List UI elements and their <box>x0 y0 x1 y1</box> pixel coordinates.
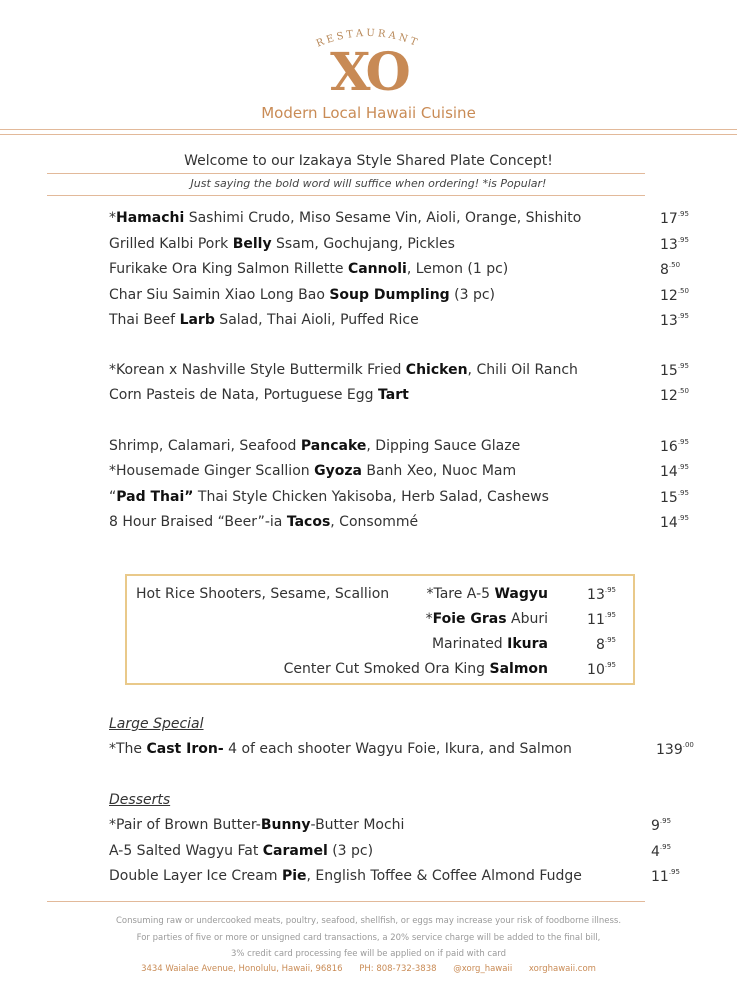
ordering-note: Just saying the bold word will suffice when ordering! *is Popular! <box>190 177 547 190</box>
price-dollars: 9 <box>651 818 660 834</box>
price-cents: .95 <box>677 489 689 497</box>
item-text: *Korean x Nashville Style Buttermilk Fried <box>109 362 406 378</box>
price <box>651 843 671 860</box>
price-cents: .95 <box>677 438 689 446</box>
price <box>660 236 689 253</box>
price <box>587 611 616 628</box>
header-divider-top <box>0 129 737 130</box>
price-cents: .95 <box>677 463 689 471</box>
price <box>660 438 689 455</box>
item-text: Furikake Ora King Salmon Rillette <box>109 261 348 277</box>
header-divider-bottom <box>0 134 737 135</box>
price-cents: .95 <box>604 636 616 644</box>
price-dollars: 14 <box>660 464 678 480</box>
price-dollars: 11 <box>651 869 669 885</box>
item-text: *Housemade Ginger Scallion <box>109 463 315 479</box>
price-dollars: 11 <box>587 612 605 628</box>
dessert-item <box>109 843 373 859</box>
item-text: *The <box>109 741 147 757</box>
price-dollars: 15 <box>660 363 678 379</box>
item-text: 4 of each shooter Wagyu Foie, Ikura, and Salmon <box>223 741 572 757</box>
order-keyword: Chicken <box>405 362 468 378</box>
price <box>660 387 689 404</box>
order-keyword: Soup Dumpling <box>329 287 450 303</box>
price-cents: .95 <box>604 611 616 619</box>
item-text: * <box>425 611 433 627</box>
menu-item <box>109 312 419 328</box>
price-dollars: 8 <box>660 262 669 278</box>
price-cents: .95 <box>677 236 689 244</box>
price-dollars: 13 <box>660 313 678 329</box>
menu-item <box>109 261 508 277</box>
item-text: Aburi <box>506 611 548 627</box>
price-cents: .95 <box>659 843 672 851</box>
logo-mark: XO <box>330 42 407 103</box>
price-cents: .50 <box>668 261 681 269</box>
order-keyword: Cannoli <box>347 261 407 277</box>
shooters-intro: Hot Rice Shooters, Sesame, Scallion <box>136 586 390 602</box>
item-text: *Pair of Brown Butter- <box>109 817 261 833</box>
item-text: * <box>109 210 116 226</box>
instagram-handle[interactable]: @xorg_hawaii <box>453 964 513 974</box>
price-dollars: 14 <box>660 515 678 531</box>
price <box>651 817 671 834</box>
website-link[interactable]: xorghawaii.com <box>528 964 596 974</box>
footer-divider <box>47 901 645 902</box>
order-keyword: Pancake <box>300 438 367 454</box>
price <box>596 636 616 653</box>
welcome-text: Welcome to our Izakaya Style Shared Plate Concept! <box>184 153 553 169</box>
price <box>587 586 616 603</box>
item-text: Char Siu Saimin Xiao Long Bao <box>109 287 330 303</box>
cast-iron-item <box>109 741 572 757</box>
price <box>660 463 689 480</box>
shooter-item <box>284 661 548 677</box>
intro-divider-bottom <box>47 195 645 196</box>
order-keyword: Ikura <box>507 636 548 652</box>
price-cents: .95 <box>677 210 689 218</box>
price-cents: .00 <box>682 741 694 749</box>
item-text: Double Layer Ice Cream <box>109 868 282 884</box>
item-text: Grilled Kalbi Pork <box>109 236 233 252</box>
price-dollars: 17 <box>660 211 678 227</box>
item-text: Thai Beef <box>109 312 180 328</box>
order-keyword: Foie Gras <box>432 611 507 627</box>
menu-item <box>109 387 409 403</box>
order-keyword: Pie <box>281 868 307 884</box>
order-keyword: Gyoza <box>314 463 362 479</box>
shooter-item <box>426 586 548 602</box>
item-text: Marinated <box>431 636 508 652</box>
price-cents: .95 <box>668 868 680 876</box>
menu-item <box>109 463 516 479</box>
price-cents: .50 <box>677 387 689 395</box>
item-text: Corn Pasteis de Nata, Portuguese Egg <box>109 387 378 403</box>
price <box>651 868 680 885</box>
price <box>656 741 694 758</box>
tagline: Modern Local Hawaii Cuisine <box>261 104 476 122</box>
dessert-item <box>109 868 582 884</box>
order-keyword: Tacos <box>286 514 331 530</box>
price-cents: .95 <box>604 586 616 594</box>
dessert-item <box>109 817 404 833</box>
price <box>660 287 689 304</box>
item-text: 8 Hour Braised “Beer”-ia <box>109 514 287 530</box>
item-text: Center Cut Smoked Ora King <box>283 661 490 677</box>
foodborne-warning: Consuming raw or undercooked meats, poultry, seafood, shellfish, or eggs may increase your risk of foodborne illness. <box>115 916 622 926</box>
price-dollars: 10 <box>587 662 605 678</box>
item-text: -Butter Mochi <box>310 817 405 833</box>
phone[interactable]: PH: 808-732-3838 <box>359 964 437 974</box>
price <box>660 261 680 278</box>
item-text: , Dipping Sauce Glaze <box>366 438 521 454</box>
order-keyword: Hamachi <box>116 210 185 226</box>
price-cents: .50 <box>677 287 689 295</box>
price <box>660 210 689 227</box>
order-keyword: Caramel <box>262 843 328 859</box>
price-dollars: 13 <box>587 587 605 603</box>
service-charge-note: For parties of five or more or unsigned card transactions, a 20% service charge will be added to the final bill, <box>136 933 601 943</box>
contact-line <box>0 964 737 974</box>
order-keyword: Cast Iron- <box>146 741 224 757</box>
price-dollars: 8 <box>595 637 605 653</box>
item-text: Thai Style Chicken Yakisoba, Herb Salad, Cashews <box>193 489 549 505</box>
address: 3434 Waialae Avenue, Honolulu, Hawaii, 96816 <box>141 964 343 974</box>
price-cents: .95 <box>604 661 616 669</box>
price-dollars: 16 <box>660 439 678 455</box>
item-text: , Lemon (1 pc) <box>406 261 509 277</box>
item-text: A-5 Salted Wagyu Fat <box>109 843 263 859</box>
price <box>660 514 689 531</box>
price <box>660 312 689 329</box>
price-dollars: 139 <box>656 742 683 758</box>
price <box>660 362 689 379</box>
order-keyword: Bunny <box>260 817 311 833</box>
price-dollars: 13 <box>660 237 678 253</box>
item-text: Ssam, Gochujang, Pickles <box>271 236 455 252</box>
menu-item <box>109 514 418 530</box>
desserts-heading: Desserts <box>109 792 171 808</box>
price <box>587 661 616 678</box>
menu-item <box>109 362 578 378</box>
item-text: , English Toffee & Coffee Almond Fudge <box>306 868 582 884</box>
price-cents: .95 <box>677 514 689 522</box>
large-special-heading: Large Special <box>109 716 204 732</box>
menu-item <box>109 438 520 454</box>
item-text: Sashimi Crudo, Miso Sesame Vin, Aioli, Orange, Shishito <box>184 210 582 226</box>
item-text: (3 pc) <box>449 287 496 303</box>
menu-item <box>109 287 495 303</box>
shooter-item <box>426 611 548 627</box>
price-cents: .95 <box>677 362 689 370</box>
item-text: Banh Xeo, Nuoc Mam <box>361 463 517 479</box>
price-cents: .95 <box>659 817 672 825</box>
item-text: Shrimp, Calamari, Seafood <box>109 438 301 454</box>
order-keyword: Wagyu <box>494 586 548 602</box>
price-dollars: 15 <box>660 490 678 506</box>
order-keyword: Salmon <box>489 661 548 677</box>
card-fee-note: 3% credit card processing fee will be applied on if paid with card <box>230 949 507 959</box>
order-keyword: Larb <box>179 312 215 328</box>
item-text: *Tare A-5 <box>426 586 495 602</box>
menu-item <box>109 210 581 226</box>
shooter-item <box>432 636 548 652</box>
order-keyword: Tart <box>378 387 409 403</box>
item-text: , Chili Oil Ranch <box>467 362 578 378</box>
logo-word: RESTAURANT <box>314 27 422 50</box>
item-text: “ <box>109 489 117 505</box>
order-keyword: Pad Thai” <box>116 489 194 505</box>
price-dollars: 12 <box>660 288 678 304</box>
item-text: (3 pc) <box>327 843 374 859</box>
intro-divider-top <box>47 173 645 174</box>
order-keyword: Belly <box>232 236 272 252</box>
menu-item <box>109 236 455 252</box>
price-dollars: 12 <box>660 388 678 404</box>
item-text: , Consommé <box>330 514 419 530</box>
price-dollars: 4 <box>651 844 660 860</box>
menu-item <box>109 489 549 505</box>
price-cents: .95 <box>677 312 689 320</box>
item-text: Salad, Thai Aioli, Puffed Rice <box>214 312 419 328</box>
price <box>660 489 689 506</box>
